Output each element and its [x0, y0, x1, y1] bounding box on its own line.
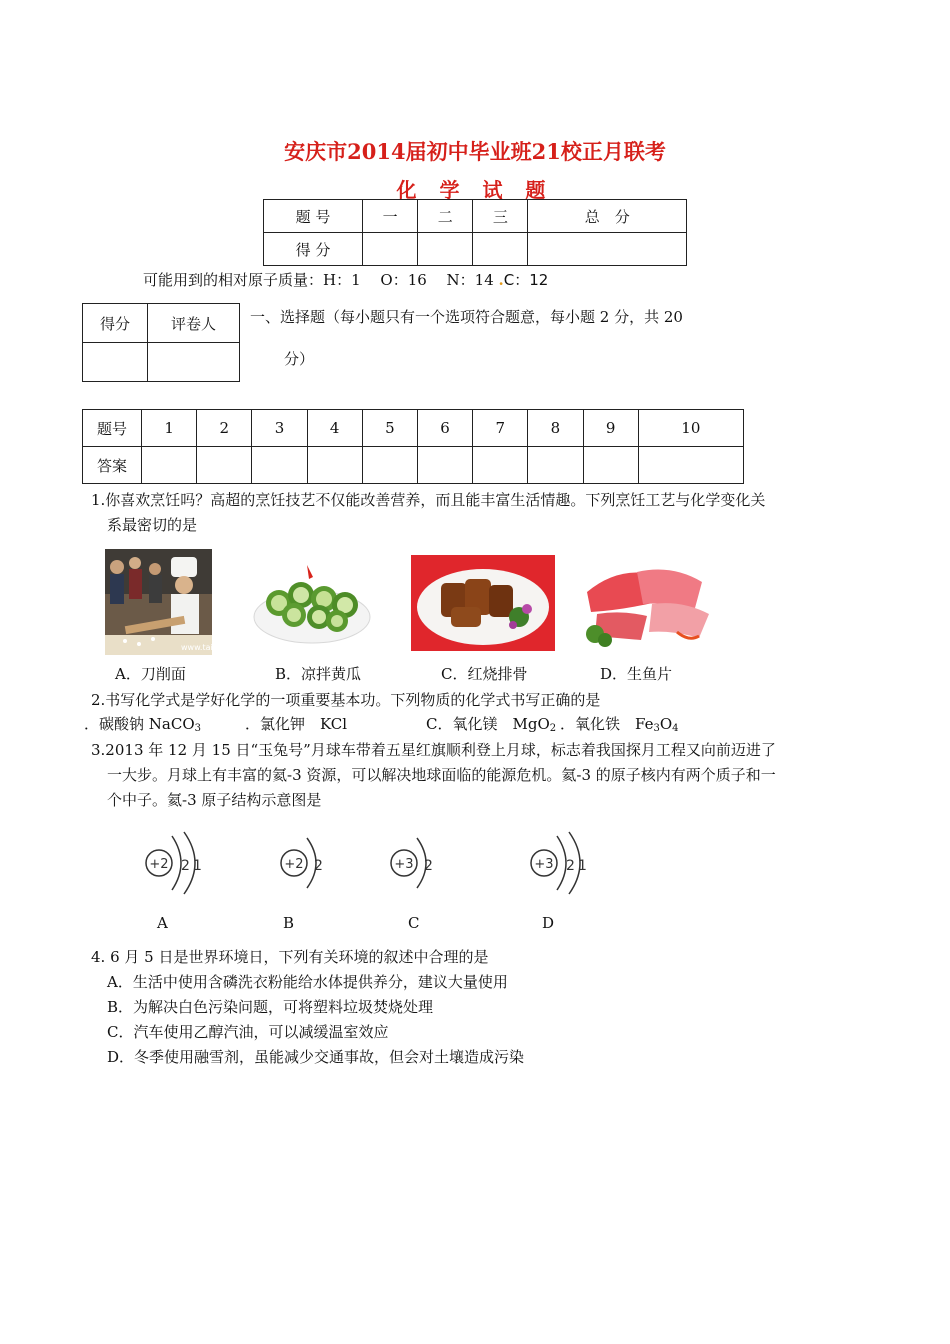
q4-option-c[interactable]: C．汽车使用乙醇汽油，可以减缓温室效应: [107, 1023, 389, 1041]
answer-number: 9: [583, 410, 638, 447]
photo-braised-ribs: [411, 555, 555, 651]
q3-line2: 一大步。月球上有丰富的氦-3 资源，可以解决地球面临的能源危机。氦-3 的原子核内有两个质子和一: [107, 766, 776, 784]
atom-d-shell-1: 2: [566, 858, 575, 874]
q2-option-c-sub: 2: [549, 723, 557, 734]
orange-dot: .: [498, 271, 504, 289]
answer-number: 2: [197, 410, 252, 447]
score-head-3: 三: [473, 200, 528, 233]
answer-number: 3: [252, 410, 307, 447]
score-head-1: 一: [363, 200, 418, 233]
atomic-mass-line: [143, 268, 548, 293]
answer-number: 5: [362, 410, 417, 447]
q1-option-c[interactable]: C．红烧排骨: [441, 665, 528, 683]
answer-table: [82, 409, 744, 484]
q3-option-d-letter[interactable]: D: [542, 914, 555, 932]
answer-cell[interactable]: [417, 447, 472, 484]
q2-option-b[interactable]: ．氯化钾 KCl: [245, 715, 348, 733]
atom-diagram-c[interactable]: [375, 828, 445, 898]
answer-number: 8: [528, 410, 583, 447]
exam-subtitle: 化 学 试 题: [396, 178, 554, 202]
photo-watermark: www.taiia: [181, 643, 220, 652]
q1-option-a[interactable]: A．刀削面: [115, 665, 186, 683]
answer-row-label: 答案: [83, 447, 142, 484]
q2-option-a-sub: 3: [194, 723, 201, 734]
score-cell[interactable]: [528, 233, 687, 266]
q4-option-d[interactable]: D．冬季使用融雪剂，虽能减少交通事故，但会对土壤造成污染: [107, 1048, 525, 1066]
q3-option-b-letter[interactable]: B: [283, 914, 295, 932]
answer-number: 7: [473, 410, 528, 447]
photo-cucumber-salad: [249, 555, 376, 650]
answer-cell[interactable]: [638, 447, 743, 484]
grader-name-cell[interactable]: [148, 343, 240, 382]
answer-cell[interactable]: [197, 447, 252, 484]
atom-c-nucleus: +3: [394, 857, 414, 872]
q2-option-a[interactable]: [84, 712, 201, 741]
exam-title: 安庆市2014届初中毕业班21校正月联考: [284, 139, 666, 164]
q1-line2: 系最密切的是: [107, 516, 198, 534]
answer-cell[interactable]: [142, 447, 197, 484]
q2-option-d-text: ．氧化铁 Fe: [560, 715, 654, 733]
atom-b-nucleus: +2: [284, 857, 304, 872]
grader-table: [82, 303, 240, 382]
section1-heading-line2: 分）: [284, 350, 315, 368]
q1-line1: 1.你喜欢烹饪吗？高超的烹饪技艺不仅能改善营养，而且能丰富生活情趣。下列烹饪工艺与化学变化关: [91, 491, 766, 509]
q4-option-b[interactable]: B．为解决白色污染问题，可将塑料垃圾焚烧处理: [107, 998, 434, 1016]
score-head-number: 题 号: [264, 200, 363, 233]
atom-diagram-a[interactable]: [130, 828, 210, 898]
q2-option-a-text: ．碳酸钠 NaCO: [84, 715, 195, 733]
atom-a-shell-2: 1: [193, 858, 202, 874]
score-cell[interactable]: [473, 233, 528, 266]
q3-line3: 个中子。氦-3 原子结构示意图是: [107, 791, 322, 809]
q2-option-d-mid: O: [659, 715, 673, 733]
atom-d-shell-2: 1: [578, 858, 587, 874]
grader-score-label: 得分: [83, 304, 148, 343]
answer-cell[interactable]: [583, 447, 638, 484]
q2-option-d[interactable]: [560, 712, 679, 741]
atom-c-shell-1: 2: [424, 858, 433, 874]
grader-name-label: 评卷人: [148, 304, 240, 343]
photo-sashimi: [577, 562, 718, 654]
section1-heading-line1: 一、选择题（每小题只有一个选项符合题意，每小题 2 分，共 20: [250, 308, 683, 326]
q3-line1: 3.2013 年 12 月 15 日“玉兔号”月球车带着五星红旗顺利登上月球，标志着我国探月工程又向前迈进了: [91, 741, 776, 759]
answer-number: 10: [638, 410, 743, 447]
q2-option-c[interactable]: [426, 712, 556, 741]
q3-option-c-letter[interactable]: C: [408, 914, 420, 932]
score-cell[interactable]: [418, 233, 473, 266]
atomic-mass-label: 可能用到的相对原子质量：H：1 O：16 N：14: [143, 271, 499, 289]
answer-head-label: 题号: [83, 410, 142, 447]
atomic-mass-c: C：12: [503, 271, 549, 289]
score-head-2: 二: [418, 200, 473, 233]
q2-option-d-sub2: 4: [672, 723, 679, 734]
q2-line1: 2.书写化学式是学好化学的一项重要基本功。下列物质的化学式书写正确的是: [91, 691, 601, 709]
score-row-label: 得 分: [264, 233, 363, 266]
answer-cell[interactable]: [307, 447, 362, 484]
score-cell[interactable]: [363, 233, 418, 266]
answer-cell[interactable]: [252, 447, 307, 484]
atom-d-nucleus: +3: [534, 857, 554, 872]
q3-option-a-letter[interactable]: A: [157, 914, 168, 932]
answer-cell[interactable]: [473, 447, 528, 484]
atom-b-shell-1: 2: [314, 858, 323, 874]
q1-option-b[interactable]: B．凉拌黄瓜: [275, 665, 362, 683]
score-head-total: 总 分: [528, 200, 687, 233]
atom-diagram-b[interactable]: [265, 828, 335, 898]
atom-a-shell-1: 2: [181, 858, 190, 874]
q2-option-c-text: C．氧化镁 MgO: [426, 715, 550, 733]
answer-number: 1: [142, 410, 197, 447]
photo-knife-noodles: [105, 549, 220, 655]
answer-cell[interactable]: [362, 447, 417, 484]
q4-option-a[interactable]: A．生活中使用含磷洗衣粉能给水体提供养分，建议大量使用: [107, 973, 508, 991]
grader-score-cell[interactable]: [83, 343, 148, 382]
score-table: [263, 199, 687, 266]
q2-option-d-sub1: 3: [653, 723, 660, 734]
q1-option-d[interactable]: D．生鱼片: [600, 665, 673, 683]
answer-number: 6: [417, 410, 472, 447]
atom-a-nucleus: +2: [149, 857, 169, 872]
answer-number: 4: [307, 410, 362, 447]
atom-diagram-d[interactable]: [515, 828, 595, 898]
q4-line1: 4. 6 月 5 日是世界环境日，下列有关环境的叙述中合理的是: [91, 948, 489, 966]
answer-cell[interactable]: [528, 447, 583, 484]
